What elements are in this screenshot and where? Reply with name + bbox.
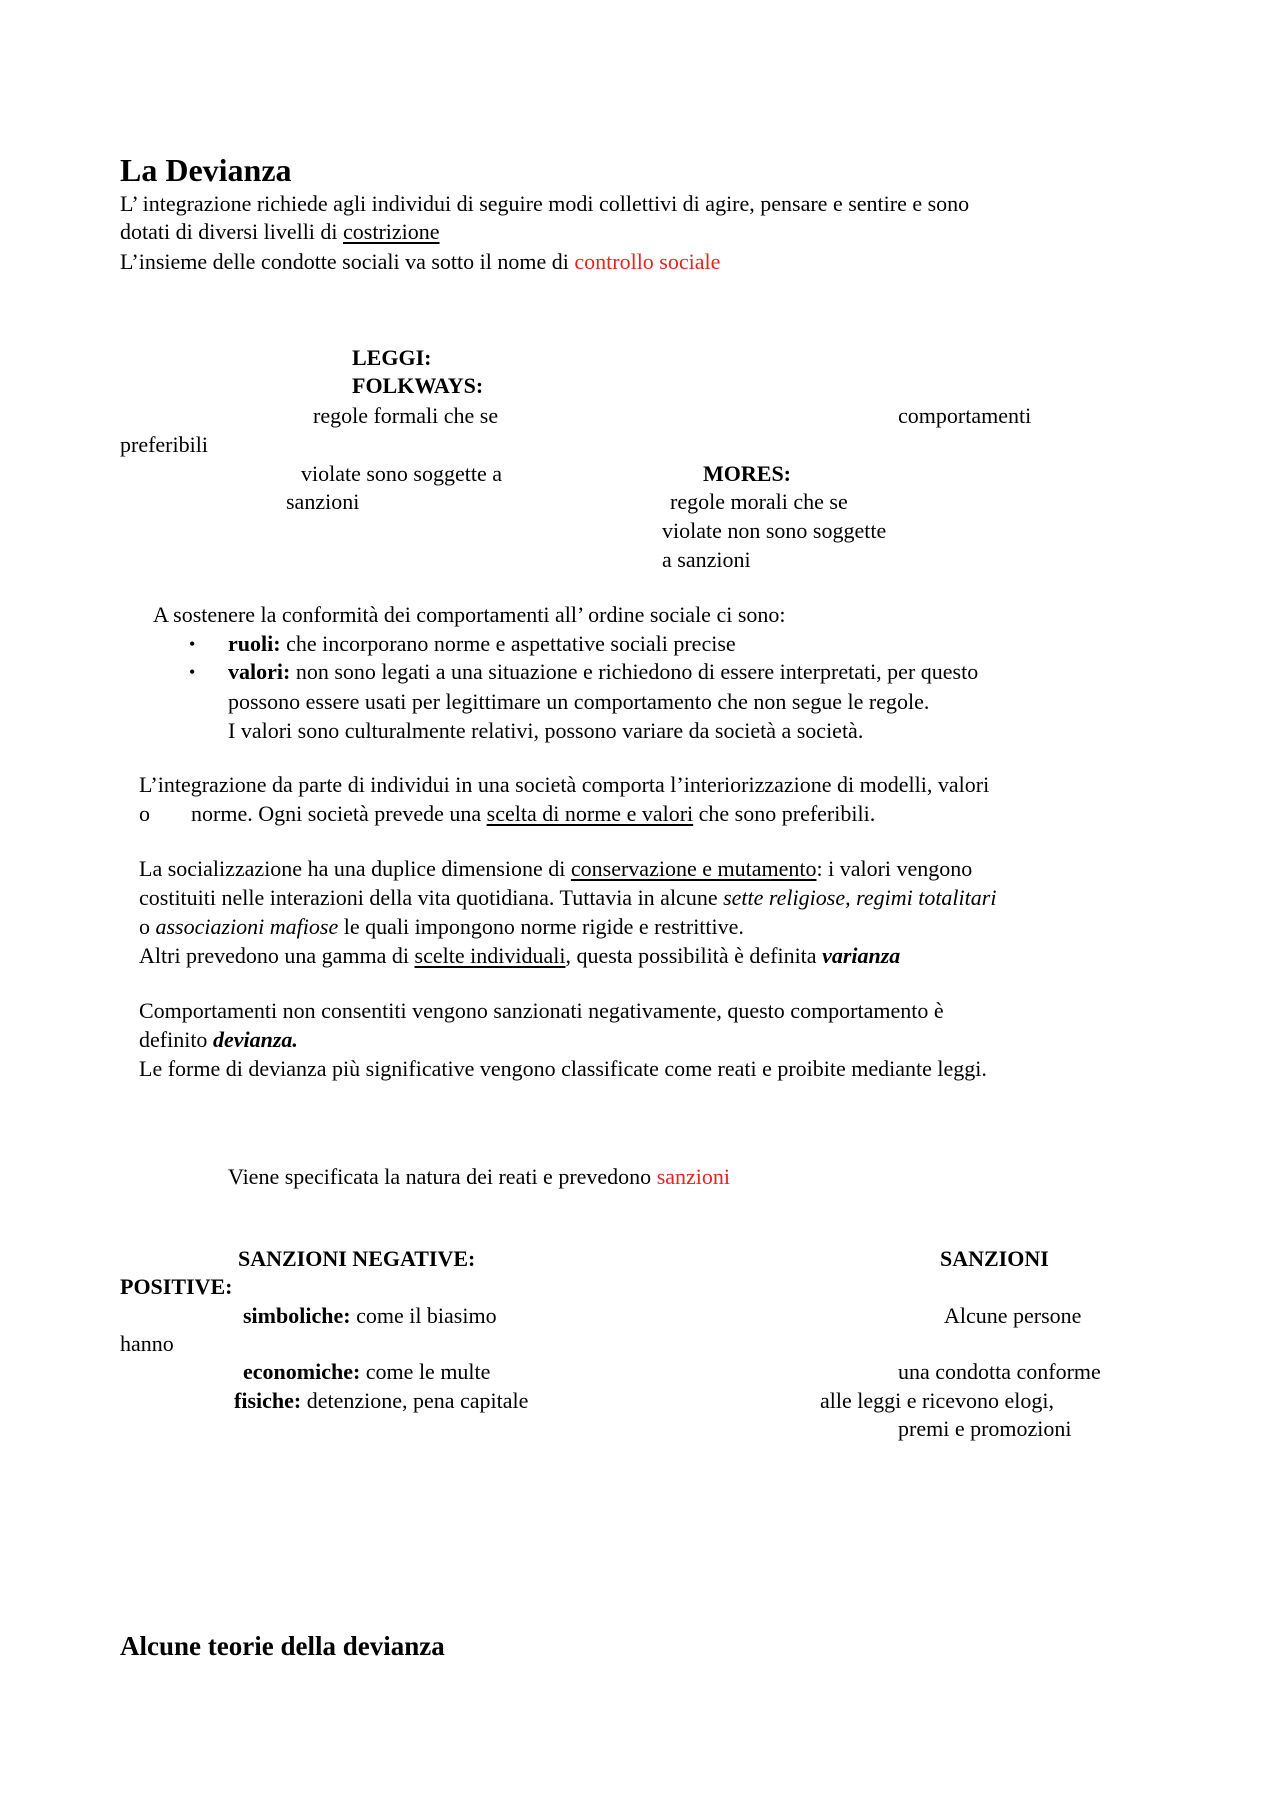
- laws-line-text: Viene specificata la natura dei reati e prevedono: [228, 1164, 657, 1189]
- ruoli-text: che incorporano norme e aspettative sociali precise: [280, 631, 736, 656]
- positive-text-4: alle leggi e ricevono elogi,: [820, 1388, 1054, 1413]
- integration-line-2-text: norme. Ogni società prevede una: [191, 801, 487, 826]
- mores-heading: MORES:: [703, 461, 791, 486]
- valori-text-3: I valori sono culturalmente relativi, possono variare da società a società.: [228, 718, 864, 743]
- folkways-heading: FOLKWAYS:: [352, 373, 484, 398]
- socialization-line-3-o: o: [139, 914, 156, 939]
- leggi-desc-2: violate sono soggette a: [301, 461, 503, 486]
- bullet-icon: •: [189, 662, 196, 682]
- deviance-line-1: Comportamenti non consentiti vengono sanzionati negativamente, questo comportamento è: [139, 998, 944, 1023]
- valori-term: valori:: [228, 659, 291, 684]
- intro-line-3-text: L’insieme delle condotte sociali va sotto il nome di: [120, 249, 575, 274]
- intro-line-2-text: dotati di diversi livelli di: [120, 219, 344, 244]
- economiche-term: economiche:: [243, 1359, 361, 1384]
- socialization-line-4-text: Altri prevedono una gamma di: [139, 943, 415, 968]
- bullet-ruoli: [228, 630, 736, 658]
- leggi-desc-3: sanzioni: [286, 489, 360, 514]
- socialization-line-4-middle: , questa possibilità è definita: [565, 943, 823, 968]
- page-title: La Devianza: [120, 152, 292, 188]
- deviance-line-2: [139, 1026, 298, 1054]
- mores-desc-3: a sanzioni: [662, 547, 751, 572]
- socialization-line-3: [139, 913, 744, 941]
- folkways-desc-2: preferibili: [120, 432, 208, 457]
- positive-text-2: hanno: [120, 1331, 174, 1356]
- mores-desc-2: violate non sono soggette: [662, 518, 887, 543]
- sette-regimi-term: sette religiose, regimi totalitari: [723, 885, 997, 910]
- leggi-heading: LEGGI:: [352, 345, 432, 370]
- devianza-term: devianza.: [212, 1027, 298, 1052]
- integration-o: o: [139, 801, 150, 826]
- integration-line-2: [191, 800, 875, 828]
- valori-text-2: possono essere usati per legittimare un comportamento che non segue le regole.: [228, 689, 930, 714]
- sanzioni-term: sanzioni: [656, 1164, 731, 1189]
- integration-line-1: L’integrazione da parte di individui in una società comporta l’interiorizzazione di modelli, valori: [139, 772, 990, 797]
- sanction-physical: [234, 1387, 528, 1415]
- simboliche-term: simboliche:: [243, 1303, 351, 1328]
- fisiche-text: detenzione, pena capitale: [301, 1388, 529, 1413]
- socialization-line-3-suffix: le quali impongono norme rigide e restrittive.: [338, 914, 744, 939]
- intro-line-1: L’ integrazione richiede agli individui di seguire modi collettivi di agire, pensare e sentire e sono: [120, 191, 970, 216]
- socialization-line-2: [139, 884, 996, 912]
- folkways-desc-1: comportamenti: [898, 403, 1032, 428]
- socialization-line-1-text: La socializzazione ha una duplice dimensione di: [139, 856, 571, 881]
- fisiche-term: fisiche:: [234, 1388, 302, 1413]
- positive-sanctions-heading-2: POSITIVE:: [120, 1274, 233, 1299]
- conformity-intro: A sostenere la conformità dei comportamenti all’ ordine sociale ci sono:: [153, 602, 786, 627]
- varianza-term: varianza: [822, 943, 901, 968]
- positive-text-3: una condotta conforme: [898, 1359, 1101, 1384]
- controllo-sociale-term: controllo sociale: [574, 249, 721, 274]
- associazioni-mafiose-term: associazioni mafiose: [155, 914, 339, 939]
- socialization-line-2-text: costituiti nelle interazioni della vita quotidiana. Tuttavia in alcune: [139, 885, 724, 910]
- positive-sanctions-heading-1: SANZIONI: [940, 1246, 1049, 1271]
- deviance-line-2-text: definito: [139, 1027, 213, 1052]
- conservazione-mutamento-term: conservazione e mutamento: [570, 856, 817, 881]
- sanction-economic: [243, 1358, 490, 1386]
- socialization-line-1: [139, 855, 972, 883]
- socialization-line-4: [139, 942, 900, 970]
- economiche-text: come le multe: [360, 1359, 491, 1384]
- intro-line-3: [120, 248, 720, 276]
- deviance-line-3: Le forme di devianza più significative vengono classificate come reati e proibite mediante leggi.: [139, 1056, 987, 1081]
- simboliche-text: come il biasimo: [350, 1303, 497, 1328]
- bullet-valori: [228, 658, 978, 686]
- bullet-icon: •: [189, 634, 196, 654]
- leggi-desc-1: regole formali che se: [313, 403, 499, 428]
- sanction-symbolic: [243, 1302, 497, 1330]
- section-title-theories: Alcune teorie della devianza: [120, 1631, 445, 1661]
- negative-sanctions-heading: SANZIONI NEGATIVE:: [238, 1246, 476, 1271]
- ruoli-term: ruoli:: [228, 631, 281, 656]
- positive-text-1: Alcune persone: [944, 1303, 1082, 1328]
- scelta-norme-term: scelta di norme e valori: [486, 801, 694, 826]
- valori-text-1: non sono legati a una situazione e richiedono di essere interpretati, per questo: [290, 659, 979, 684]
- scelte-individuali-term: scelte individuali: [414, 943, 566, 968]
- laws-line: [228, 1163, 730, 1191]
- integration-line-2-suffix: che sono preferibili.: [693, 801, 876, 826]
- socialization-line-1-suffix: : i valori vengono: [816, 856, 973, 881]
- positive-text-5: premi e promozioni: [898, 1416, 1072, 1441]
- intro-line-2: [120, 218, 440, 246]
- costrizione-term: costrizione: [343, 219, 440, 244]
- mores-desc-1: regole morali che se: [670, 489, 848, 514]
